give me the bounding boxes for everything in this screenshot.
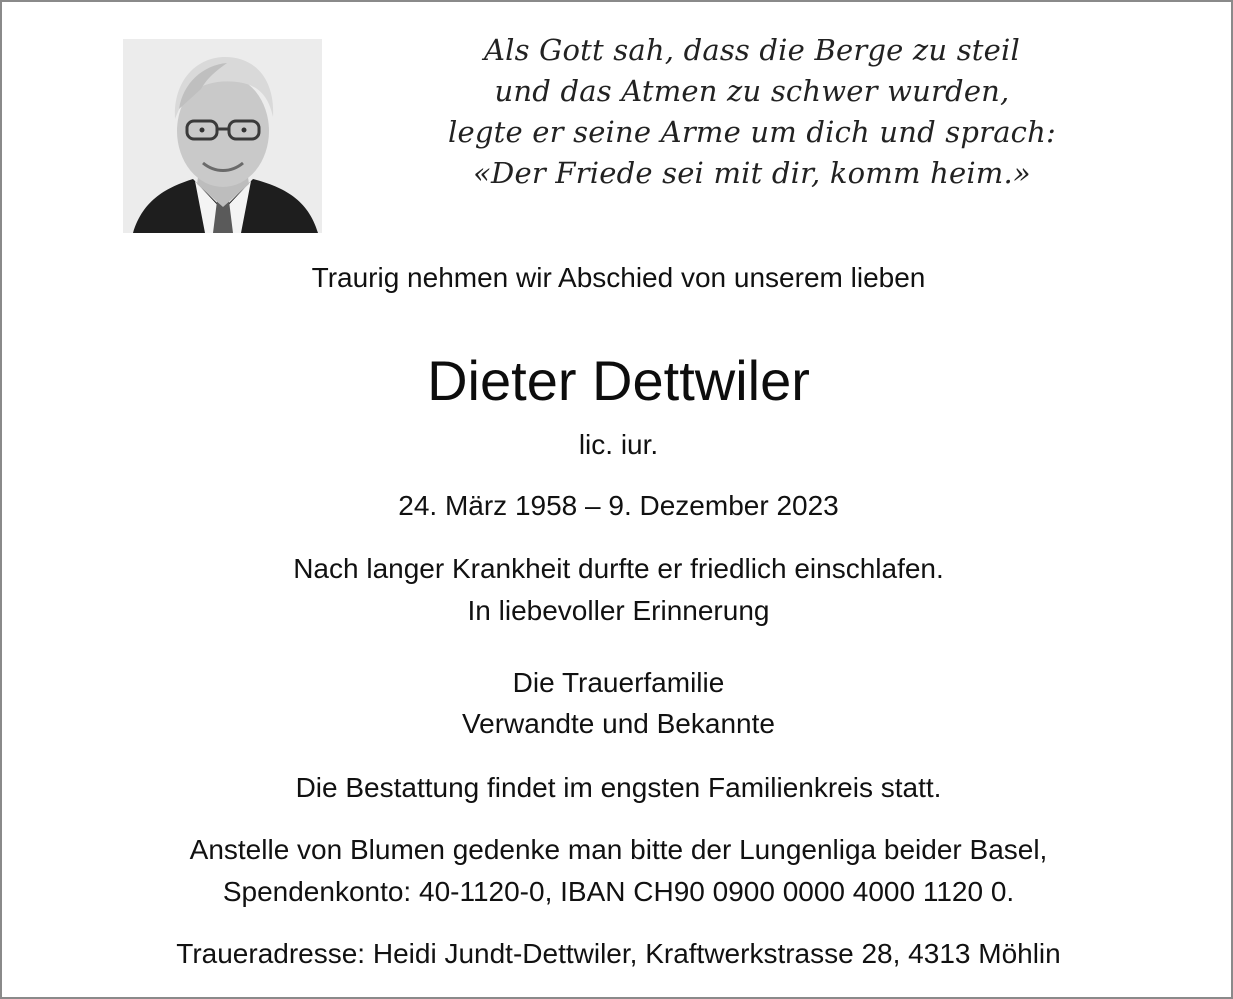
poem-line: legte er seine Arme um dich und sprach: [448, 115, 1056, 149]
poem [422, 30, 1082, 194]
donation-line: Anstelle von Blumen gedenke man bitte der Lungenliga beider Basel, [189, 834, 1048, 865]
message-line: Nach langer Krankheit durfte er friedlich einschlafen. [293, 553, 944, 584]
mourning-address: Traueradresse: Heidi Jundt-Dettwiler, Kraftwerkstrasse 28, 4313 Möhlin [176, 938, 1061, 969]
deceased-name: Dieter Dettwiler [427, 349, 810, 412]
intro-text: Traurig nehmen wir Abschied von unserem lieben [311, 262, 926, 293]
family-line: Verwandte und Bekannte [462, 708, 775, 739]
poem-line: «Der Friede sei mit dir, komm heim.» [473, 156, 1031, 190]
donation-line: Spendenkonto: 40-1120-0, IBAN CH90 0900 0000 4000 1120 0. [222, 876, 1015, 907]
poem-line: Als Gott sah, dass die Berge zu steil [484, 33, 1020, 67]
portrait-photo [123, 39, 322, 233]
family-line: Die Trauerfamilie [512, 667, 725, 698]
message-line: In liebevoller Erinnerung [467, 595, 770, 626]
life-dates: 24. März 1958 – 9. Dezember 2023 [398, 490, 839, 521]
portrait-image [123, 39, 322, 233]
poem-line: und das Atmen zu schwer wurden, [494, 74, 1010, 108]
funeral-notice: Die Bestattung findet im engsten Familienkreis statt. [295, 772, 942, 803]
academic-title: lic. iur. [578, 429, 659, 460]
